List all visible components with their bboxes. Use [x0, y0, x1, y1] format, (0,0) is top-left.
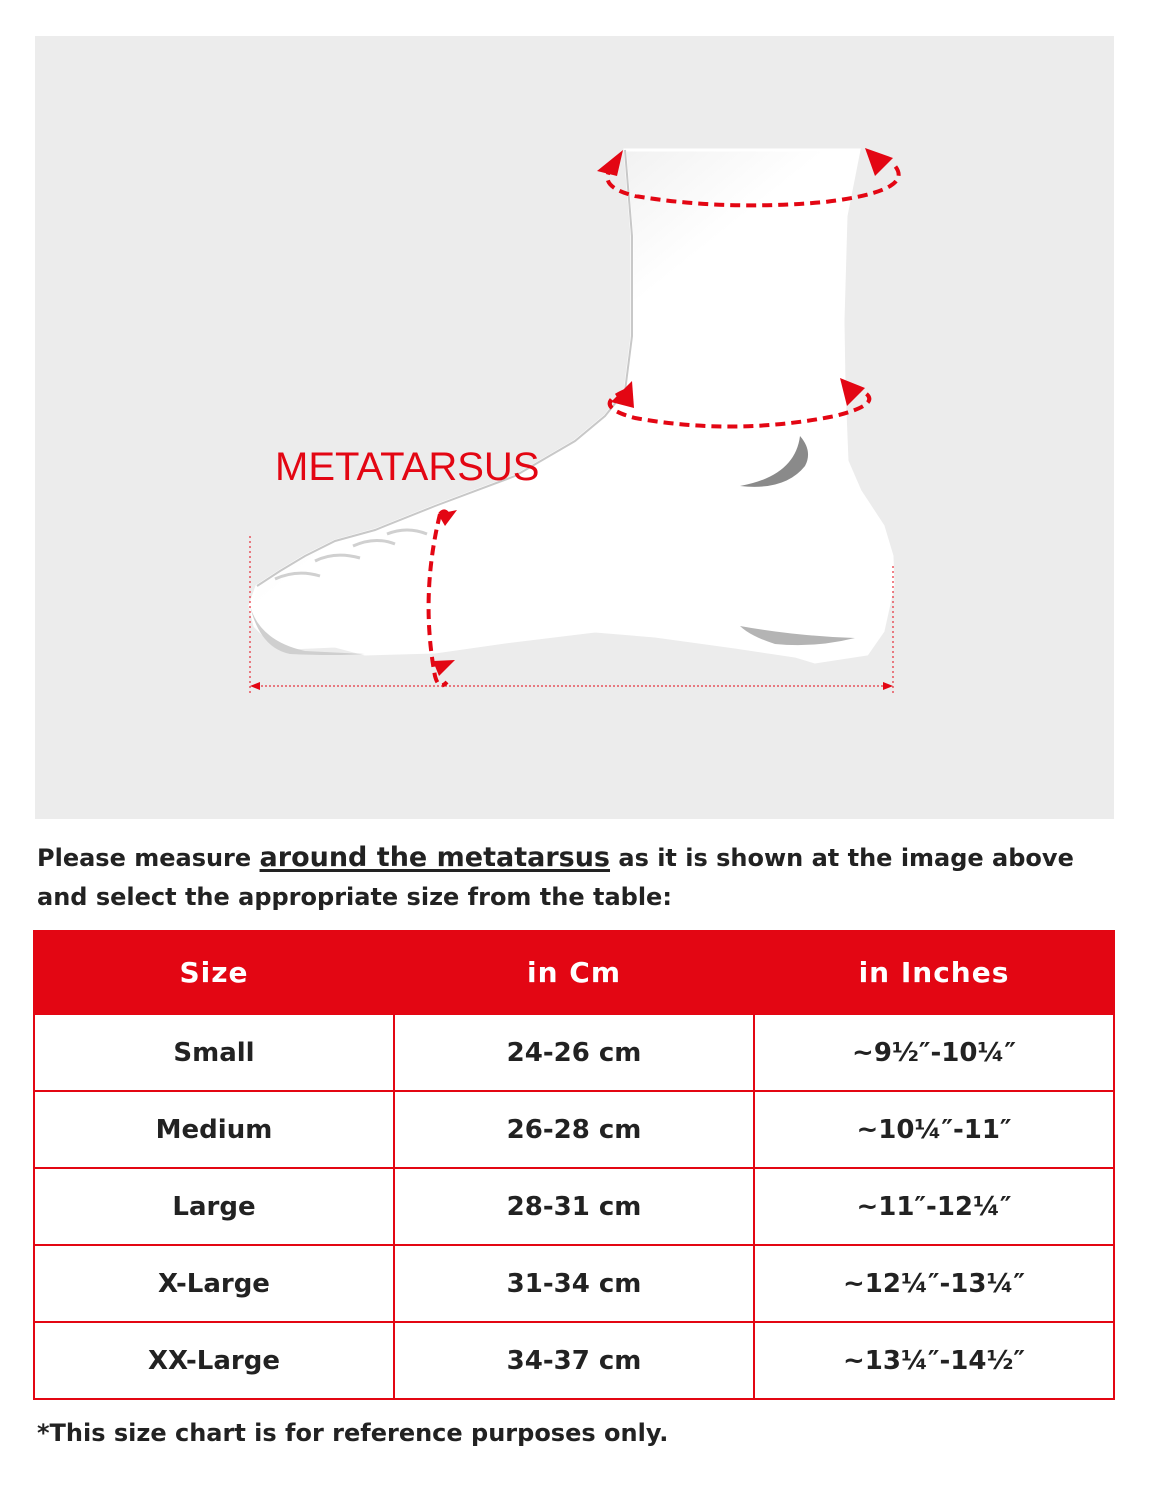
cell-cm: 26-28 cm [394, 1091, 754, 1168]
cell-inches: ~10¼″-11″ [754, 1091, 1114, 1168]
cell-inches: ~13¼″-14½″ [754, 1322, 1114, 1399]
foot-measurement-illustration [35, 36, 1114, 819]
table-row [34, 1014, 1114, 1091]
cell-size: Large [34, 1168, 394, 1245]
table-row [34, 1091, 1114, 1168]
metatarsus-label: METATARSUS [275, 445, 540, 489]
measurement-instructions [37, 838, 1117, 917]
cell-inches: ~12¼″-13¼″ [754, 1245, 1114, 1322]
header-cm: in Cm [394, 931, 754, 1014]
reference-footnote: *This size chart is for reference purposes only. [37, 1419, 669, 1447]
table-header-row [34, 931, 1114, 1014]
table-row [34, 1245, 1114, 1322]
cell-inches: ~9½″-10¼″ [754, 1014, 1114, 1091]
cell-cm: 24-26 cm [394, 1014, 754, 1091]
cell-size: X-Large [34, 1245, 394, 1322]
cell-size: Medium [34, 1091, 394, 1168]
table-row [34, 1168, 1114, 1245]
cell-size: Small [34, 1014, 394, 1091]
instructions-before: Please measure [37, 844, 260, 872]
cell-inches: ~11″-12¼″ [754, 1168, 1114, 1245]
instructions-after: as it is shown at the image above and select the appropriate size from the table: [37, 844, 1074, 911]
instructions-emphasis: around the metatarsus [259, 842, 611, 873]
foot-diagram [35, 36, 1114, 819]
table-row [34, 1322, 1114, 1399]
size-chart-table [33, 930, 1115, 1400]
header-size: Size [34, 931, 394, 1014]
cell-cm: 31-34 cm [394, 1245, 754, 1322]
header-inches: in Inches [754, 931, 1114, 1014]
cell-size: XX-Large [34, 1322, 394, 1399]
foot-silhouette [250, 150, 893, 662]
cell-cm: 28-31 cm [394, 1168, 754, 1245]
cell-cm: 34-37 cm [394, 1322, 754, 1399]
